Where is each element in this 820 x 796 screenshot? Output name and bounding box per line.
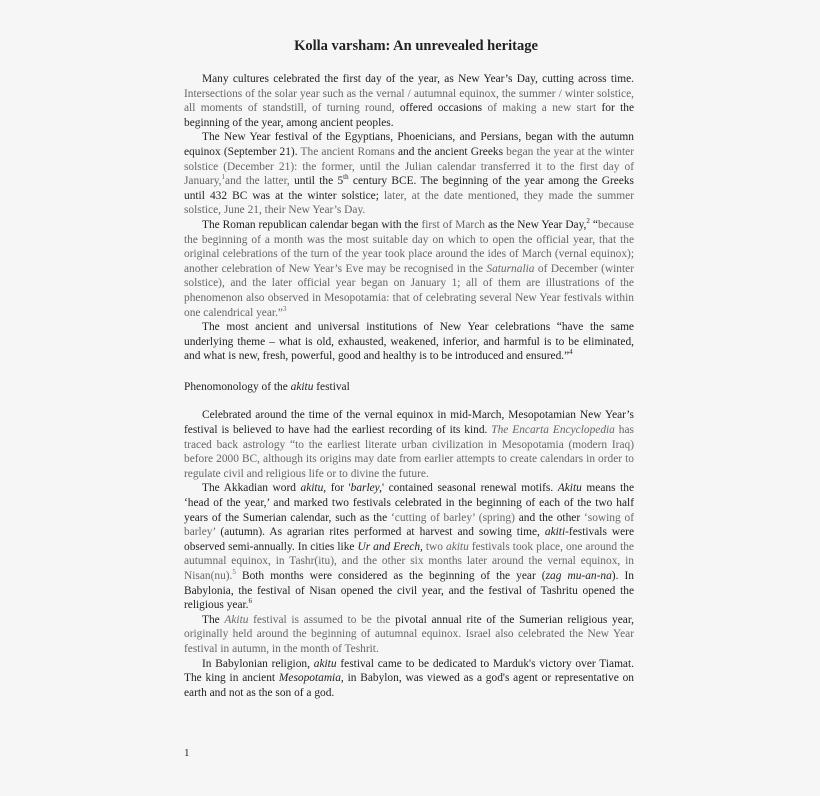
text-run: Celebrated around the time of the vernal equinox in mid-March, Mesopotamian New Year’s festival is believed to have had the earliest recording of its kind. [184,409,634,437]
page-number: 1 [184,747,190,759]
paragraph-2 [184,130,634,218]
text-run: The ancient Romans [297,145,398,158]
text-run: ' contained seasonal renewal motifs. [381,482,558,495]
text-run: ). In Babylonia, the festival of Nisan opened the civil year, and the festival of Tashritu opened the religious year. [184,570,634,612]
footnote-ref: 3 [282,304,287,313]
text-run: festival came to be dedicated to Marduk's victory over Tiamat. The king in ancient [184,657,634,685]
text-run: until the 5 [294,175,344,188]
heading-text: Phenomonology of the [184,380,291,393]
text-run: Saturnalia [486,262,535,275]
text-run: Intersections of the solar year such as the vernal / autumnal equinox, the summer / winter solstice, all moments of standstill, of turning round, [184,87,634,115]
paragraph-8 [184,657,634,701]
footnote-ref: 4 [569,348,573,357]
text-run: akitu [313,657,337,670]
text-run: -festivals were observed semi-annually. In cities like [184,526,634,553]
text-run: The [202,613,225,626]
text-run: offered occasions [399,102,483,115]
text-run: has traced back astrology “to the earliest literate urban civilization in Mesopotamia (modern Iraq) before 2000 BC, although its origins may date from earlier attempts to create calendars in order to regulate civil and religious life or to divine the future. [184,424,634,480]
text-run: akitu [446,540,469,553]
text-run: first of March [418,218,488,231]
heading-text: festival [313,380,350,393]
text-run: century BCE. The beginning of the year among the Greeks until 432 BC was at the winter solstice; [184,175,634,202]
text-run: akiti [544,526,566,539]
text-run: because the beginning of a month was the most suitable day on which to open the official year, that the original celebrations of the turn of the year took place around the ides of March (vernal equinox); another celebration of New Year’s Eve may be recognised in the [184,218,634,275]
paragraph-4 [184,320,634,364]
text-run: Both months were considered as the beginning of the year ( [235,570,546,582]
paragraph-3 [184,218,634,320]
text-run: for the beginning of the year, among ancient peoples. [184,102,635,129]
text-run: The New Year festival of the Egyptians, Phoenicians, and Persians, began with the autumn equinox (September 21). [184,131,634,158]
footnote-ref: 6 [248,597,253,606]
paragraph-1 [184,72,634,130]
text-run: of making a new start [482,102,602,115]
text-run: Many cultures celebrated the first day of the year, as New Year’s Day, cutting across time. [202,73,634,85]
text-run: The most ancient and universal institutions of New Year celebrations “have the same underlying theme – what is old, exhausted, weakened, inferior, and harmful is to be eliminated, and what is new, fresh, powerful, good and healthy is to be introduced and ensured.” [184,321,634,363]
footnote-ref: 2 [586,217,590,226]
text-run: Ur and Erech, [357,540,423,553]
text-run: akitu, [300,482,327,495]
section-heading [184,380,634,395]
page-title: Kolla varsham: An unrevealed heritage [294,38,538,54]
text-run: ‘cutting of barley’ (spring) [390,511,515,524]
text-run: , in Babylon, was viewed as a god's agent or representative on earth and not as the son of a god. [184,672,634,699]
text-run: for ' [326,482,351,495]
text-run: (autumn). As agrarian rites performed at harvest and sowing time, [215,526,545,539]
text-run: of December (winter solstice), and the later official year began on January 1; all of them are illustrations of the phenomenon also observed in Mesopotamia: that of celebrating several New Year festivals within one calendrical year.” [184,262,634,319]
text-run: and the latter, [225,175,295,188]
text-run: festivals took place, one around the autumnal equinox, in Tashr(itu), and the other six months later around the vernal equinox, in Nisan(nu). [184,540,634,582]
superscript: th [343,173,349,182]
text-run: and the other [514,511,584,524]
text-run: two [422,540,447,553]
text-run: In Babylonian religion, [202,657,314,670]
text-run: as the New Year Day, [487,218,587,231]
text-run: “ [589,218,598,231]
text-run: Akitu [557,482,582,495]
text-run: ‘sowing of barley’ [184,511,634,539]
footnote-ref: 1 [221,173,226,182]
text-run: originally held around the beginning of autumnal equinox. Israel also celebrated the New Year festival in autumn, in the month of Teshrit. [184,628,634,655]
text-run: and the ancient Greeks [397,145,504,158]
text-run: The Akkadian word [202,482,301,495]
text-run: began the year at the winter solstice (December 21): the former, until the Julian calendar transferred it to the first day of January, [184,145,634,188]
footnote-ref: 5 [232,568,236,577]
paragraph-5 [184,408,634,481]
text-run: pivotal annual rite of the Sumerian religious year, [395,613,635,626]
text-run: means the ‘head of the year,’ and marked two festivals celebrated in the beginning of each of the two half years of the Sumerian calendar, such as the [184,482,634,524]
text-run: Mesopotamia [278,672,341,685]
text-run: The Roman republican calendar began with the [202,218,419,231]
text-run: later, at the date mentioned, they made the summer solstice, June 21, their New Year’s Day. [184,189,634,217]
text-run: zag mu-an-na [545,570,612,582]
paragraph-7 [184,613,634,657]
heading-text: akitu [290,380,314,393]
text-run: The Encarta Encyclopedia [491,424,615,437]
text-run: barley, [350,482,382,495]
paragraph-6 [184,481,634,612]
text-run: Akitu [224,613,249,626]
text-run: festival is assumed to be the [248,613,396,626]
